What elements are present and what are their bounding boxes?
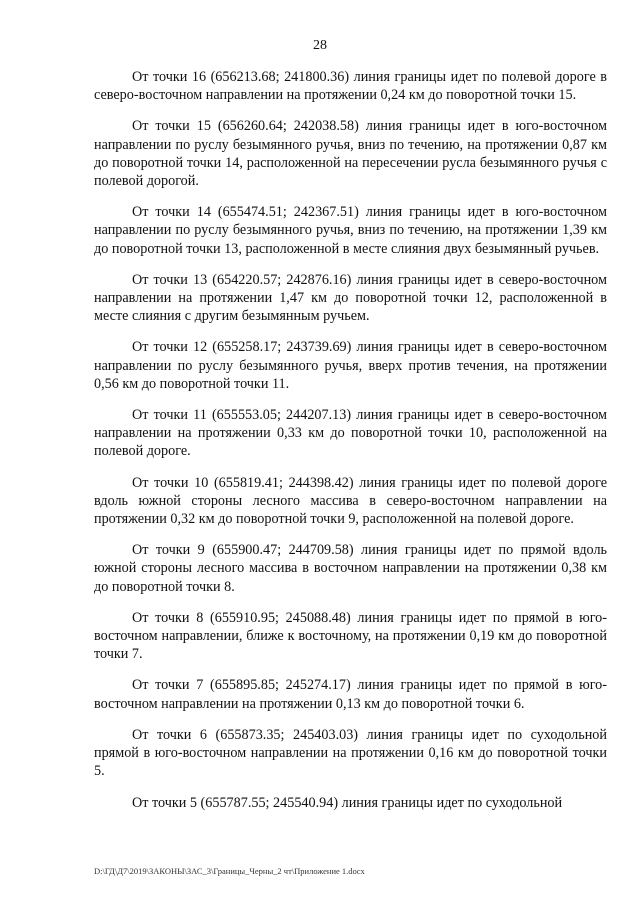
paragraph-point-10: От точки 10 (655819.41; 244398.42) линия границы идет по полевой дороге вдоль южной стороны лесного массива в северо-восточном направлении на протяжении 0,32 км до поворотной точки 9, расположенной на полевой дороге. — [94, 474, 607, 528]
paragraph-point-9: От точки 9 (655900.47; 244709.58) линия границы идет по прямой вдоль южной стороны лесного массива в восточном направлении на протяжении 0,38 км до поворотной точки 8. — [94, 542, 607, 595]
paragraph-point-5: От точки 5 (655787.55; 245540.94) линия границы идет по суходольной — [132, 794, 563, 811]
paragraph-point-12: От точки 12 (655258.17; 243739.69) линия границы идет в северо-восточном направлении по руслу безымянного ручья, вверх против течения, на протяжении 0,56 км до поворотной точки 11. — [94, 339, 607, 392]
paragraph-point-6: От точки 6 (655873.35; 245403.03) линия границы идет по суходольной прямой в юго-восточном направлении на протяжении 0,16 км до поворотной точки 5. — [94, 726, 607, 780]
paragraph-point-16: От точки 16 (656213.68; 241800.36) линия границы идет по полевой дороге в северо-восточном направлении на протяжении 0,24 км до поворотной точки 15. — [94, 69, 607, 104]
file-path-footer: D:\ГД\Д7\2019\ЗАКОНЫ\ЗАС_3\Границы_Черны_2 чт\Приложение 1.docx — [94, 866, 365, 876]
document-body — [94, 68, 607, 825]
paragraph-point-13: От точки 13 (654220.57; 242876.16) линия границы идет в северо-восточном направлении на протяжении 1,47 км до поворотной точки 12, расположенной в месте слияния с другим безымянным ручьем. — [94, 271, 607, 325]
paragraph-point-15: От точки 15 (656260.64; 242038.58) линия границы идет в юго-восточном направлении по руслу безымянного ручья, вниз по течению, на протяжении 0,87 км до поворотной точки 14, расположенной на пересечении русла безымянного ручья с полевой дорогой. — [94, 118, 607, 190]
paragraph-point-11: От точки 11 (655553.05; 244207.13) линия границы идет в северо-восточном направлении на протяжении 0,33 км до поворотной точки 10, расположенной на полевой дороге. — [94, 407, 607, 460]
page-number: 28 — [313, 38, 327, 53]
paragraph-point-14: От точки 14 (655474.51; 242367.51) линия границы идет в юго-восточном направлении по руслу безымянного ручья, вниз по течению, на протяжении 1,39 км до поворотной точки 13, расположенной в месте слияния двух безымянный ручьев. — [94, 204, 607, 257]
paragraph-point-8: От точки 8 (655910.95; 245088.48) линия границы идет по прямой в юго-восточном направлении, ближе к восточному, на протяжении 0,19 км до поворотной точки 7. — [94, 609, 607, 663]
paragraph-point-7: От точки 7 (655895.85; 245274.17) линия границы идет по прямой в юго-восточном направлении на протяжении 0,13 км до поворотной точки 6. — [94, 677, 607, 712]
